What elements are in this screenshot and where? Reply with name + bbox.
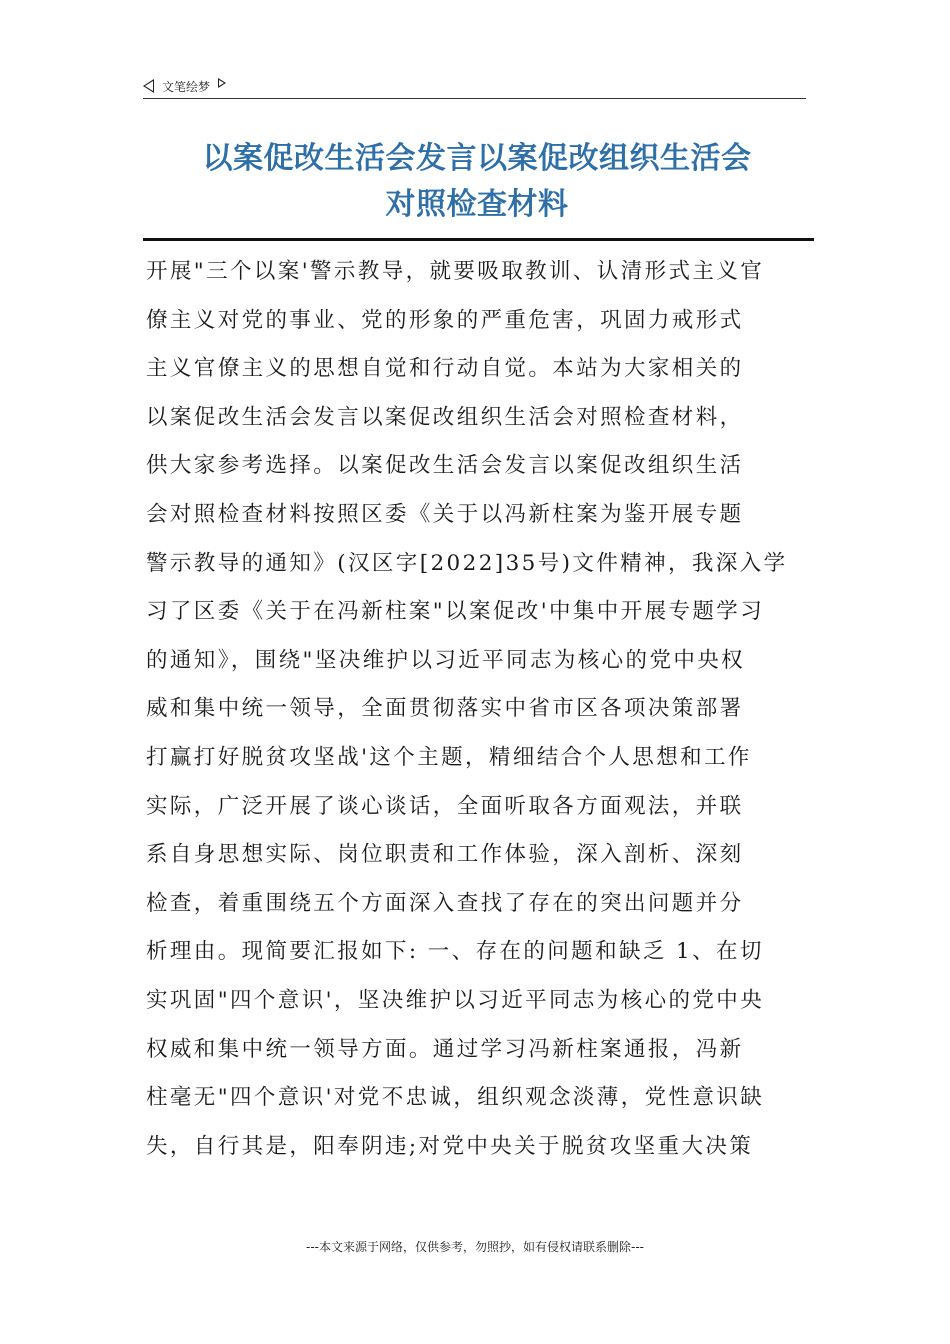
body-line: 供大家参考选择。以案促改生活会发言以案促改组织生活 bbox=[146, 453, 744, 479]
body-line: 警示教导的通知》(汉区字[2022]35号)文件精神，我深入学 bbox=[146, 550, 788, 576]
body-line: 检查，着重围绕五个方面深入查找了存在的突出问题并分 bbox=[146, 890, 744, 916]
body-line: 柱毫无"四个意识'对党不忠诚，组织观念淡薄，党性意识缺 bbox=[146, 1085, 765, 1111]
title-line-2: 对照检查材料 bbox=[385, 187, 569, 222]
body-line: 主义官僚主义的思想自觉和行动自觉。本站为大家相关的 bbox=[146, 356, 744, 382]
body-line: 威和集中统一领导，全面贯彻落实中省市区各项决策部署 bbox=[146, 696, 744, 722]
body-line: 僚主义对党的事业、党的形象的严重危害，巩固力戒形式 bbox=[146, 307, 744, 333]
triangle-left-icon bbox=[143, 79, 154, 93]
body-line: 实巩固"四个意识'，坚决维护以习近平同志为核心的党中央 bbox=[146, 987, 765, 1013]
page-header bbox=[143, 74, 806, 99]
body-line: 析理由。现简要汇报如下: 一、存在的问题和缺乏 1、在切 bbox=[146, 939, 764, 965]
triangle-right-icon bbox=[218, 78, 226, 88]
document-title bbox=[143, 136, 811, 228]
body-line: 习了区委《关于在冯新柱案"以案促改'中集中开展专题学习 bbox=[146, 599, 765, 625]
title-divider bbox=[143, 238, 814, 241]
body-line: 会对照检查材料按照区委《关于以冯新柱案为鉴开展专题 bbox=[146, 501, 744, 527]
body-line: 失，自行其是，阳奉阴违;对党中央关于脱贫攻坚重大决策 bbox=[146, 1133, 754, 1159]
header-brand: 文笔绘梦 bbox=[162, 79, 211, 94]
body-line: 系自身思想实际、岗位职责和工作体验，深入剖析、深刻 bbox=[146, 842, 744, 868]
body-line: 开展"三个以案'警示教导，就要吸取教训、认清形式主义官 bbox=[146, 259, 765, 284]
body-line: 实际，广泛开展了谈心谈话，全面听取各方面观法，并联 bbox=[146, 793, 744, 819]
document-body bbox=[146, 248, 806, 1171]
body-line: 打赢打好脱贫攻坚战'这个主题，精细结合个人思想和工作 bbox=[146, 744, 752, 770]
body-line: 以案促改生活会发言以案促改组织生活会对照检查材料， bbox=[146, 404, 744, 430]
title-line-1: 以案促改生活会发言以案促改组织生活会 bbox=[202, 141, 752, 176]
footer-disclaimer: ---本文来源于网络，仅供参考，勿照抄，如有侵权请联系删除--- bbox=[306, 1240, 644, 1254]
body-line: 权威和集中统一领导方面。通过学习冯新柱案通报，冯新 bbox=[146, 1036, 744, 1062]
body-line: 的通知》，围绕"坚决维护以习近平同志为核心的党中央权 bbox=[146, 647, 746, 673]
